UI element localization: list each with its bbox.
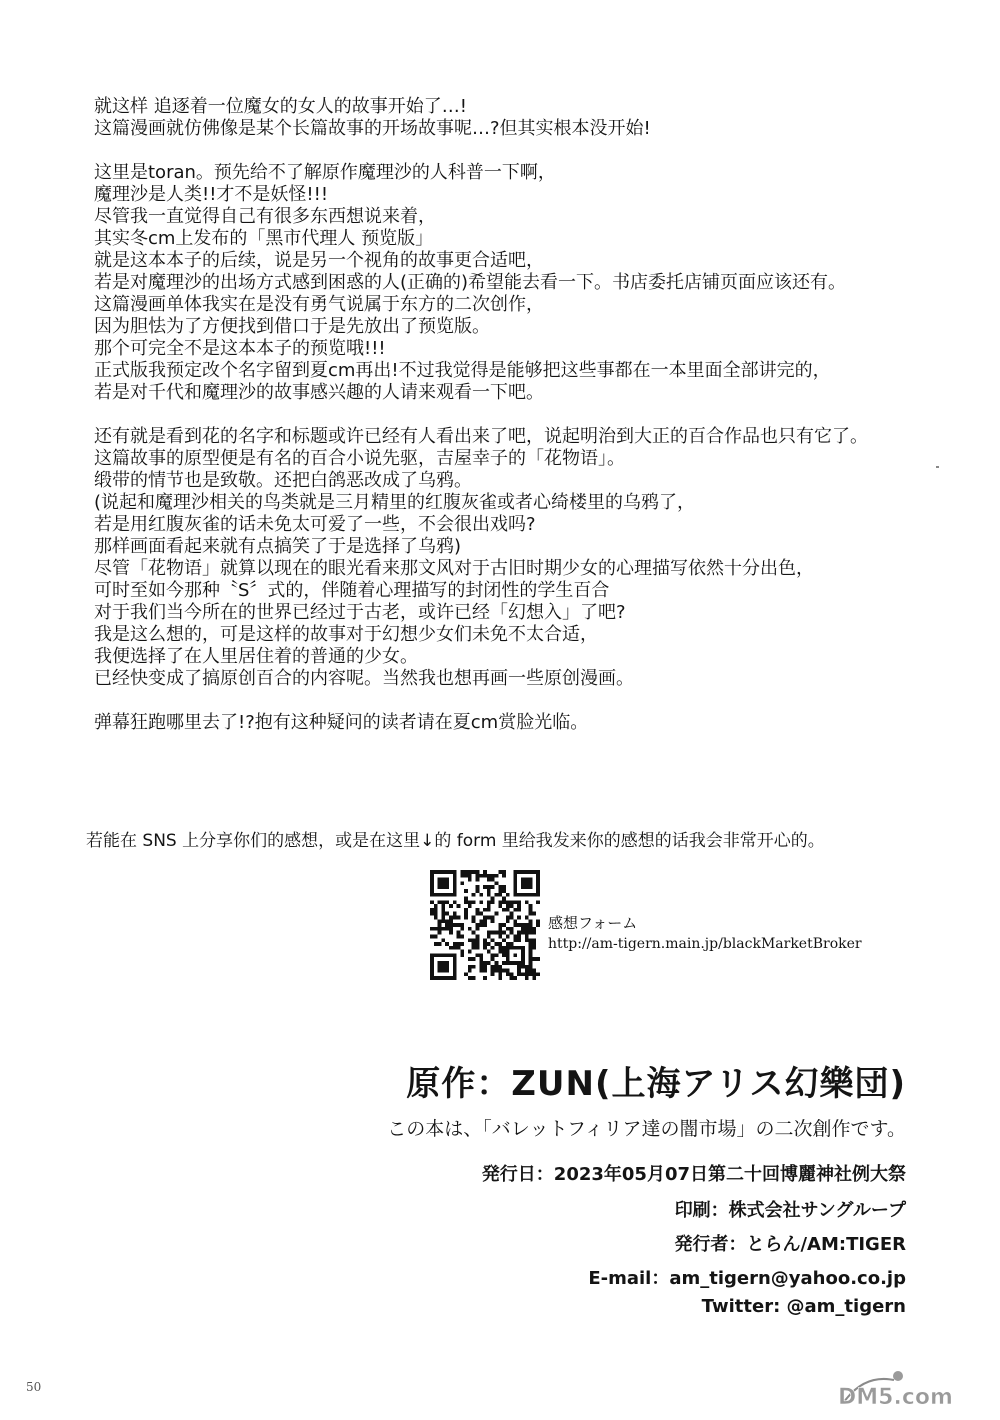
- afterword-line: 尽管我一直觉得自己有很多东西想说来着，: [94, 206, 436, 227]
- afterword-line: 这篇故事的原型便是有名的百合小说先驱，吉屋幸子的「花物语」。: [94, 448, 625, 469]
- afterword-line: 弹幕狂跑哪里去了!?抱有这种疑问的读者请在夏cm赏脸光临。: [94, 712, 589, 733]
- colophon-publisher: 発行者：とらん/AM:TIGER: [674, 1234, 906, 1255]
- afterword-line: 我是这么想的，可是这样的故事对于幻想少女们未免不太合适，: [94, 624, 598, 645]
- paragraph-gap: [94, 140, 954, 162]
- afterword-line: 就这样 追逐着一位魔女的女人的故事开始了…!: [94, 96, 467, 117]
- afterword-line: 其实冬cm上发布的「黑市代理人 预览版」: [94, 228, 434, 249]
- page-number: 50: [26, 1380, 42, 1394]
- afterword-text: [94, 96, 954, 734]
- scan-speck: [936, 466, 939, 468]
- afterword-line: 这篇漫画单体我实在是没有勇气说属于东方的二次创作，: [94, 294, 544, 315]
- share-note: 若能在 SNS 上分享你们的感想，或是在这里↓的 form 里给我发来你的感想的话我会非常开心的。: [86, 831, 825, 851]
- paragraph-gap: [94, 404, 954, 426]
- afterword-line: 我便选择了在人里居住着的普通的少女。: [94, 646, 418, 667]
- colophon-printer: 印刷：株式会社サングループ: [674, 1200, 906, 1221]
- original-work-credit: 原作：ZUN(上海アリス幻樂団): [406, 1064, 906, 1104]
- afterword-line: 正式版我预定改个名字留到夏cm再出!不过我觉得是能够把这些事都在一本里面全部讲完的，: [94, 360, 831, 381]
- afterword-line: 若是对魔理沙的出场方式感到困惑的人(正确的)希望能去看一下。书店委托店铺页面应该还有。: [94, 272, 847, 293]
- afterword-line: 这里是toran。预先给不了解原作魔理沙的人科普一下啊，: [94, 162, 556, 183]
- colophon-email: E-mail：am_tigern@yahoo.co.jp: [588, 1268, 906, 1289]
- afterword-line: 这篇漫画就仿佛像是某个长篇故事的开场故事呢…?但其实根本没开始!: [94, 118, 651, 139]
- feedback-form-label: 感想フォーム: [548, 914, 638, 932]
- afterword-line: 那个可完全不是这本本子的预览哦!!!: [94, 338, 386, 359]
- dm5-logo-icon: [834, 1366, 984, 1410]
- afterword-line: 可时至如今那种〝S〞式的，伴随着心理描写的封闭性的学生百合: [94, 580, 610, 601]
- colophon-twitter: Twitter: @am_tigern: [701, 1296, 906, 1317]
- afterword-line: 就是这本本子的后续，说是另一个视角的故事更合适吧，: [94, 250, 544, 271]
- afterword-line: (说起和魔理沙相关的鸟类就是三月精里的红腹灰雀或者心绮楼里的乌鸦了，: [94, 492, 696, 513]
- afterword-line: 缎带的情节也是致敬。还把白鸽恶改成了乌鸦。: [94, 470, 472, 491]
- afterword-line: 已经快变成了搞原创百合的内容呢。当然我也想再画一些原创漫画。: [94, 668, 634, 689]
- feedback-form-url[interactable]: http://am-tigern.main.jp/blackMarketBroker: [548, 936, 862, 952]
- afterword-line: 若是对千代和魔理沙的故事感兴趣的人请来观看一下吧。: [94, 382, 544, 403]
- paragraph-gap: [94, 690, 954, 712]
- afterword-line: 尽管「花物语」就算以现在的眼光看来那文风对于古旧时期少女的心理描写依然十分出色，: [94, 558, 814, 579]
- afterword-line: 那样画面看起来就有点搞笑了于是选择了乌鸦): [94, 536, 462, 557]
- afterword-line: 若是用红腹灰雀的话未免太可爱了一些，不会很出戏吗?: [94, 514, 536, 535]
- afterword-line: 对于我们当今所在的世界已经过于古老，或许已经「幻想入」了吧?: [94, 602, 626, 623]
- watermark-text: DM5.com: [838, 1385, 953, 1410]
- afterword-line: 还有就是看到花的名字和标题或许已经有人看出来了吧，说起明治到大正的百合作品也只有它了。: [94, 426, 868, 447]
- afterword-line: 因为胆怯为了方便找到借口于是先放出了预览版。: [94, 316, 490, 337]
- colophon-publish-date: 発行日：2023年05月07日第二十回博麗神社例大祭: [481, 1164, 906, 1185]
- qr-code-icon[interactable]: [430, 870, 540, 980]
- derivative-work-note: この本は、「バレットフィリア達の闇市場」の二次創作です。: [387, 1118, 906, 1140]
- afterword-line: 魔理沙是人类!!才不是妖怪!!!: [94, 184, 329, 205]
